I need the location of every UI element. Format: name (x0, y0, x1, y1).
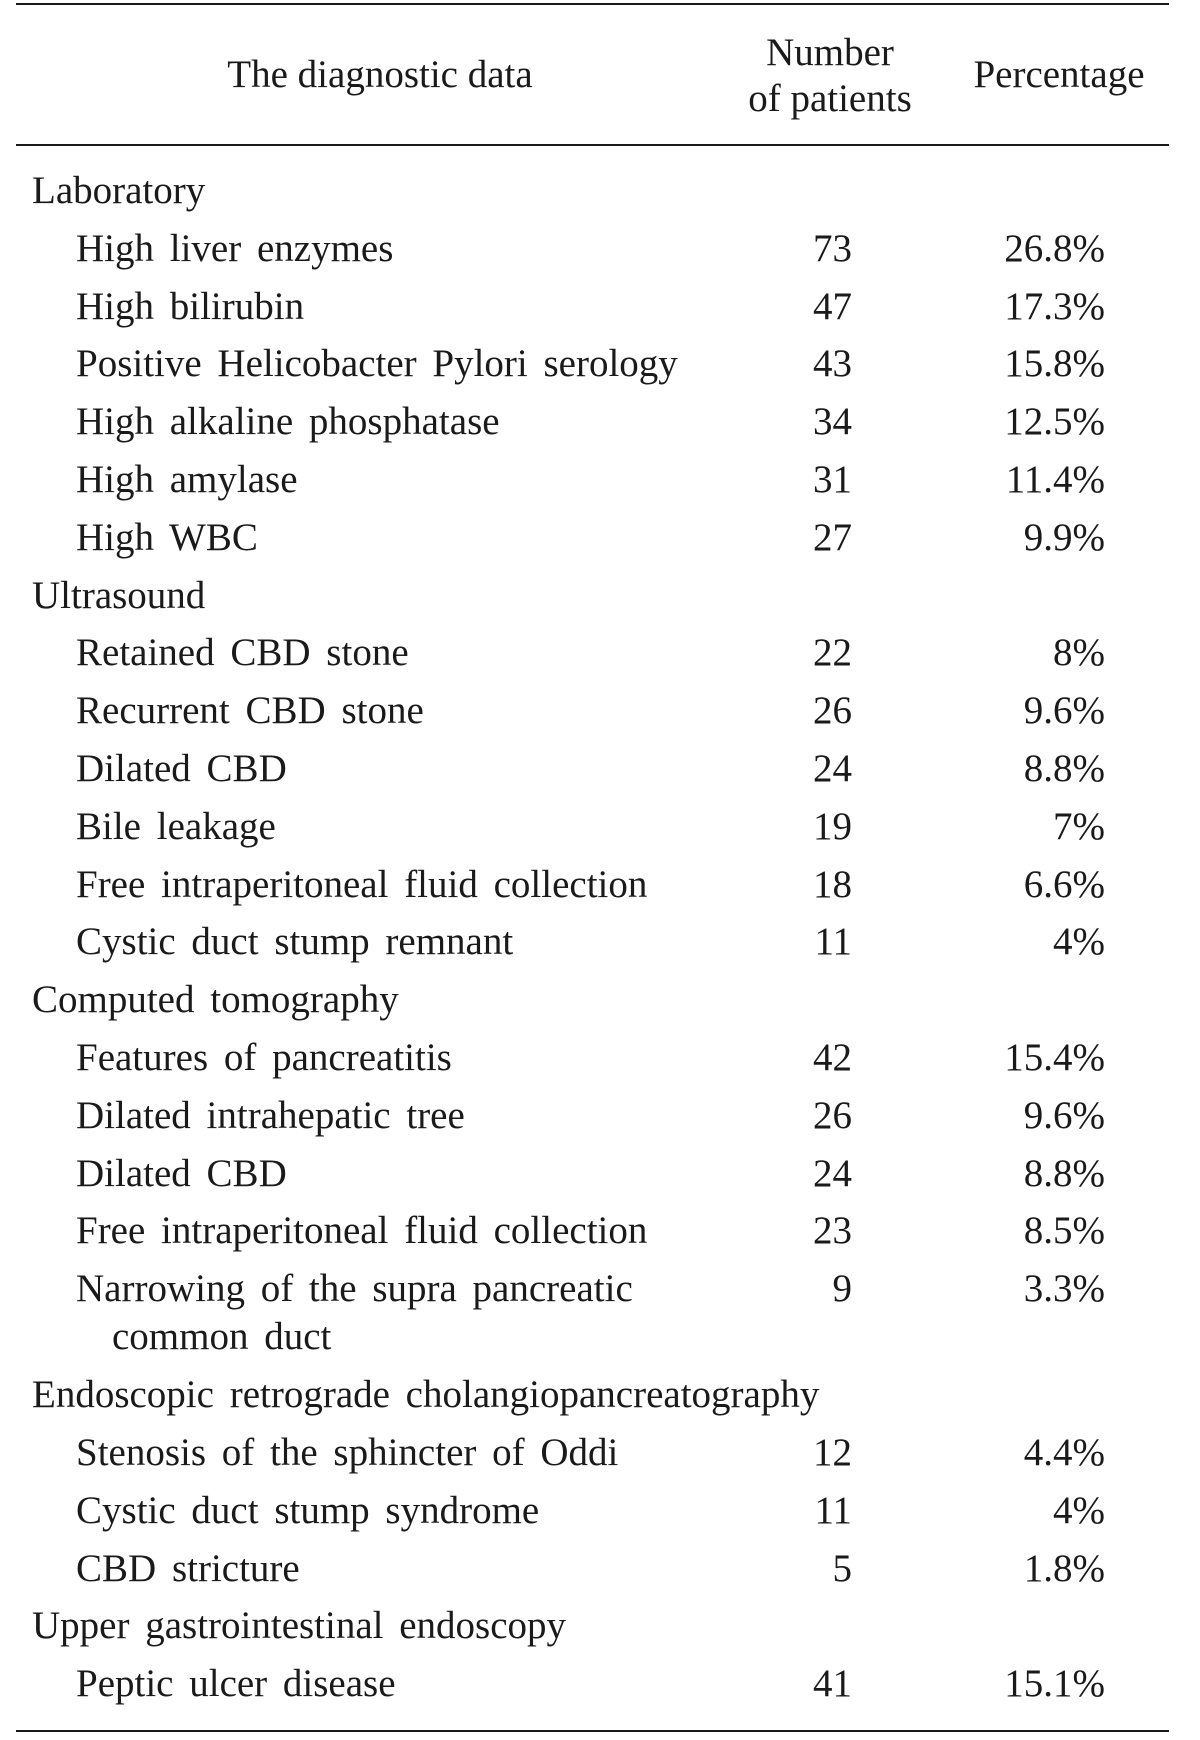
header-number-line2: of patients (748, 77, 912, 120)
table-row (0, 913, 1200, 971)
row-number-of-patients: 31 (813, 457, 852, 501)
row-number-of-patients: 41 (813, 1662, 852, 1706)
table-row (0, 1087, 1200, 1145)
row-percentage: 15.8% (1004, 342, 1105, 386)
row-number-of-patients: 22 (813, 631, 852, 675)
row-label: Dilated CBD (76, 1151, 287, 1195)
table-row (0, 335, 1200, 393)
header-number-line1: Number (766, 31, 894, 74)
table-row (0, 509, 1200, 567)
row-percentage: 9.9% (1023, 515, 1105, 559)
row-label: Features of pancreatitis (76, 1035, 452, 1079)
row-label: High amylase (76, 457, 298, 501)
row-number-of-patients: 26 (813, 1093, 852, 1137)
row-percentage: 15.4% (1004, 1035, 1105, 1079)
table-row (0, 278, 1200, 336)
row-percentage: 26.8% (1004, 226, 1105, 270)
row-number-of-patients: 18 (813, 862, 852, 906)
category-label: Computed tomography (32, 978, 399, 1022)
row-percentage: 4% (1053, 1488, 1105, 1532)
category-row (0, 971, 1200, 1029)
row-label: CBD stricture (76, 1546, 300, 1590)
category-label: Upper gastrointestinal endoscopy (32, 1604, 567, 1648)
row-percentage: 8.5% (1023, 1209, 1105, 1253)
row-label: High WBC (76, 515, 258, 559)
table-row (0, 393, 1200, 451)
row-number-of-patients: 12 (813, 1430, 852, 1474)
row-number-of-patients: 23 (813, 1209, 852, 1253)
row-percentage: 11.4% (1005, 457, 1105, 501)
category-label: Ultrasound (32, 573, 206, 617)
row-label: Dilated intrahepatic tree (76, 1093, 465, 1137)
table-bottom-rule (16, 1730, 1169, 1732)
row-percentage: 8% (1053, 631, 1105, 675)
row-percentage: 6.6% (1023, 862, 1105, 906)
table-row (0, 1029, 1200, 1087)
row-percentage: 4.4% (1023, 1430, 1105, 1474)
row-label: Free intraperitoneal fluid collection (76, 862, 648, 906)
row-number-of-patients: 9 (832, 1267, 852, 1311)
row-number-of-patients: 42 (813, 1035, 852, 1079)
row-number-of-patients: 5 (832, 1546, 852, 1590)
header-percentage: Percentage (973, 53, 1145, 96)
table-row (0, 1145, 1200, 1203)
row-number-of-patients: 11 (814, 1488, 852, 1532)
row-label: Cystic duct stump remnant (76, 920, 514, 964)
row-percentage: 15.1% (1004, 1662, 1105, 1706)
row-number-of-patients: 24 (813, 746, 852, 790)
row-label: Retained CBD stone (76, 631, 409, 675)
row-percentage: 4% (1053, 920, 1105, 964)
row-number-of-patients: 34 (813, 400, 852, 444)
table-row (0, 1260, 1200, 1366)
row-percentage: 17.3% (1004, 284, 1105, 328)
row-percentage: 3.3% (1023, 1267, 1105, 1311)
row-label: High bilirubin (76, 284, 305, 328)
row-percentage: 9.6% (1023, 689, 1105, 733)
table-body (0, 162, 1200, 1713)
row-percentage: 12.5% (1004, 400, 1105, 444)
table-row (0, 740, 1200, 798)
row-label: High liver enzymes (76, 226, 394, 270)
row-label: Positive Helicobacter Pylori serology (76, 342, 678, 386)
table-row (0, 1482, 1200, 1540)
row-percentage: 9.6% (1023, 1093, 1105, 1137)
row-label: Bile leakage (76, 804, 276, 848)
row-label: Stenosis of the sphincter of Oddi (76, 1430, 619, 1474)
row-label: Cystic duct stump syndrome (76, 1488, 540, 1532)
row-number-of-patients: 47 (813, 284, 852, 328)
row-number-of-patients: 27 (813, 515, 852, 559)
row-label: Peptic ulcer disease (76, 1662, 396, 1706)
category-label: Endoscopic retrograde cholangiopancreatography (32, 1373, 820, 1417)
table-row (0, 624, 1200, 682)
row-label: Free intraperitoneal fluid collection (76, 1209, 648, 1253)
category-row (0, 162, 1200, 220)
row-number-of-patients: 73 (813, 226, 852, 270)
category-row (0, 1597, 1200, 1655)
row-number-of-patients: 24 (813, 1151, 852, 1195)
row-number-of-patients: 11 (814, 920, 852, 964)
table-row (0, 451, 1200, 509)
row-label: High alkaline phosphatase (76, 400, 500, 444)
category-row (0, 567, 1200, 625)
header-diagnostic-data: The diagnostic data (227, 53, 533, 96)
header-number-of-patients (730, 30, 930, 122)
table-row (0, 1655, 1200, 1713)
row-label: Recurrent CBD stone (76, 689, 424, 733)
row-percentage: 8.8% (1023, 1151, 1105, 1195)
table-row (0, 1424, 1200, 1482)
category-row (0, 1366, 1200, 1424)
row-label: Narrowing of the supra pancreatic common duct (76, 1267, 633, 1359)
row-number-of-patients: 19 (813, 804, 852, 848)
row-number-of-patients: 43 (813, 342, 852, 386)
row-percentage: 1.8% (1023, 1546, 1105, 1590)
table-row (0, 1202, 1200, 1260)
table-row (0, 798, 1200, 856)
row-percentage: 7% (1053, 804, 1105, 848)
table-top-rule (16, 3, 1169, 5)
table-row (0, 682, 1200, 740)
category-label: Laboratory (32, 169, 206, 212)
table-row (0, 1540, 1200, 1598)
row-percentage: 8.8% (1023, 746, 1105, 790)
row-label: Dilated CBD (76, 746, 287, 790)
table-row (0, 856, 1200, 914)
row-number-of-patients: 26 (813, 689, 852, 733)
table-header-rule (16, 144, 1169, 146)
table-row (0, 220, 1200, 278)
